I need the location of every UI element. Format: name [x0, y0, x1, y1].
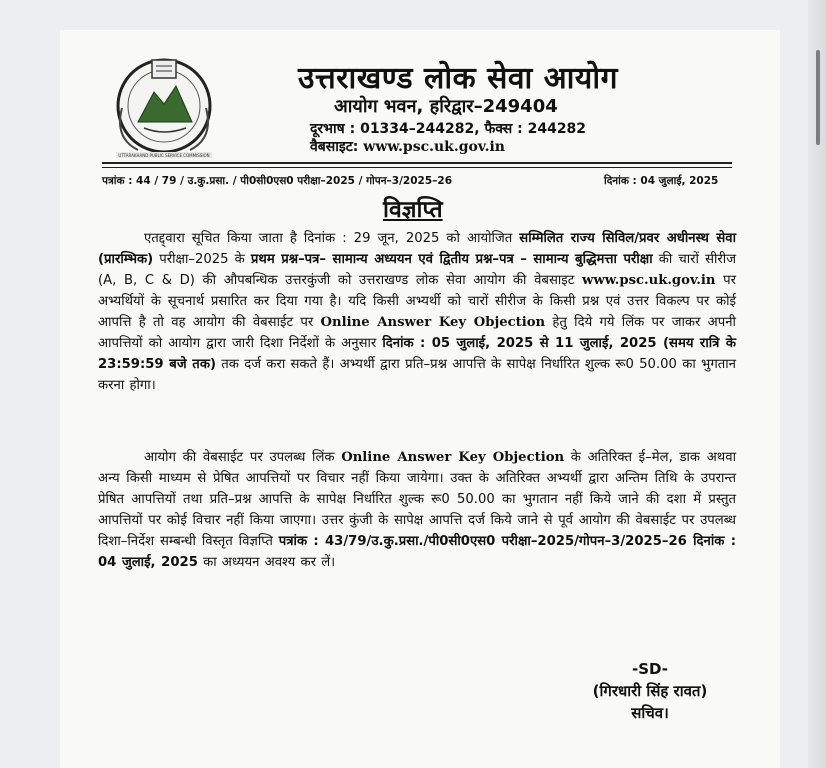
notice-paragraph-1: [98, 228, 736, 396]
website-url[interactable]: www.psc.uk.gov.in: [363, 139, 505, 155]
para1-text-3: की चारों सीरीज (A, B, C & D) की औपबन्धिक उत्तरकुंजी को उत्तराखण्ड लोक सेवा आयोग की वेबसाइट: [98, 252, 737, 288]
organization-name: उत्तराखण्ड लोक सेवा आयोग: [298, 61, 618, 96]
papers-names: प्रथम प्रश्न–पत्र– सामान्य अध्ययन एवं द्वितीय प्रश्न–पत्र – सामान्य बुद्धिमत्ता परीक्षा: [250, 252, 653, 267]
para2-text-3: का अध्ययन अवश्य कर लें।: [197, 555, 336, 570]
commission-emblem-logo: [108, 52, 220, 160]
reference-date: दिनांक : 04 जुलाई, 2025: [604, 175, 719, 187]
referenced-notice: पत्रांक : 43/79/उ.कु.प्रसा./पी0सी0एस0 परीक्षा–2025/गोपन–3/2025–26 दिनांक : 04 जुलाई, 2025: [98, 534, 737, 570]
contact-phone-fax: [310, 119, 586, 138]
para1-text-4: पर अभ्यर्थियों के सूचनार्थ प्रसारित कर दिया गया है। यदि किसी अभ्यर्थी को चारों सीरीज के किसी प्रश्न एवं उत्तर विकल्प पर कोई आपत्ति है तो वह आयोग की वेबसाईट पर: [98, 273, 736, 330]
website-label: वैबसाइट:: [310, 139, 359, 155]
notice-title: विज्ञप्ति: [383, 197, 443, 223]
para1-text-5: हेतु दिये गये लिंक पर जाकर अपनी आपत्तियों को आयोग द्वारा जारी दिशा निर्देशों के अनुसार: [98, 315, 736, 351]
phone-value: 01334–244282,: [360, 121, 480, 137]
para1-text-2: परीक्षा–2025 के: [153, 252, 251, 267]
objection-link-text[interactable]: Online Answer Key Objection: [320, 315, 546, 330]
para2-text-1: आयोग की वेबसाईट पर उपलब्ध लिंक: [144, 450, 342, 465]
phone-label: दूरभाष :: [310, 121, 356, 137]
fax-label: फैक्स :: [484, 121, 523, 137]
scrollbar[interactable]: [808, 0, 826, 768]
objection-link-text-2[interactable]: Online Answer Key Objection: [341, 450, 565, 465]
scrollbar-thumb[interactable]: [816, 50, 820, 145]
para1-text-6: तक दर्ज करा सकते हैं। अभ्यर्थी द्वारा प्रति–प्रश्न आपत्ति के सापेक्ष निर्धारित शुल्क रू0 50.00 का भुगतान करना होगा।: [98, 357, 736, 393]
fax-value: 244282: [527, 121, 587, 137]
para2-text-2: के अतिरिक्त ई–मेल, डाक अथवा अन्य किसी माध्यम से प्रेषित आपत्तियों पर विचार नहीं किया जायेगा। उक्त के अतिरिक्त अभ्यर्थी द्वारा अन्तिम तिथि के उपरान्त प्रेषित आपत्तियों तथा प्रति–प्रश्न आपत्ति के सापेक्ष निर्धारित शुल्क रू0 50.00 का भुगतान नहीं किये जाने की दशा में प्रस्तुत आपत्तियों पर कोई विचार नहीं किया जाएगा। उत्तर कुंजी के सापेक्ष आपत्ति दर्ज किये जाने से पूर्व आयोग की वेबसाईट पर उपलब्ध दिशा–निर्देश सम्बन्धी विस्तृत विज्ञप्ति: [98, 450, 736, 549]
svg-text:UTTARAKHAND PUBLIC SERVICE COM: UTTARAKHAND PUBLIC SERVICE COMMISSION: [118, 153, 210, 158]
exam-name: सम्मिलित राज्य सिविल/प्रवर अधीनस्थ सेवा (प्रारम्भिक): [98, 231, 737, 267]
contact-website: [310, 137, 505, 156]
signatory-designation: सचिव।: [631, 704, 669, 722]
organization-address: आयोग भवन, हरिद्वार–249404: [334, 96, 558, 117]
objection-period: दिनांक : 05 जुलाई, 2025 से 11 जुलाई, 2025 (समय रात्रि के 23:59:59 बजे तक): [98, 336, 736, 372]
header-divider: [102, 162, 732, 164]
signatory-name: (गिरधारी सिंह रावत): [592, 682, 708, 700]
signature-block: [560, 658, 740, 724]
header-divider-thin: [102, 167, 732, 168]
signature-sd: -SD-: [632, 660, 668, 678]
reference-number: पत्रांक : 44 / 79 / उ.कु.प्रसा. / पी0सी0एस0 परीक्षा–2025 / गोपन–3/2025–26: [102, 175, 453, 187]
notice-paragraph-2: [98, 447, 736, 573]
para1-text-1: एतद्द्वारा सूचित किया जाता है दिनांक : 29 जून, 2025 को आयोजित: [144, 231, 520, 246]
website-link[interactable]: www.psc.uk.gov.in: [582, 273, 716, 288]
